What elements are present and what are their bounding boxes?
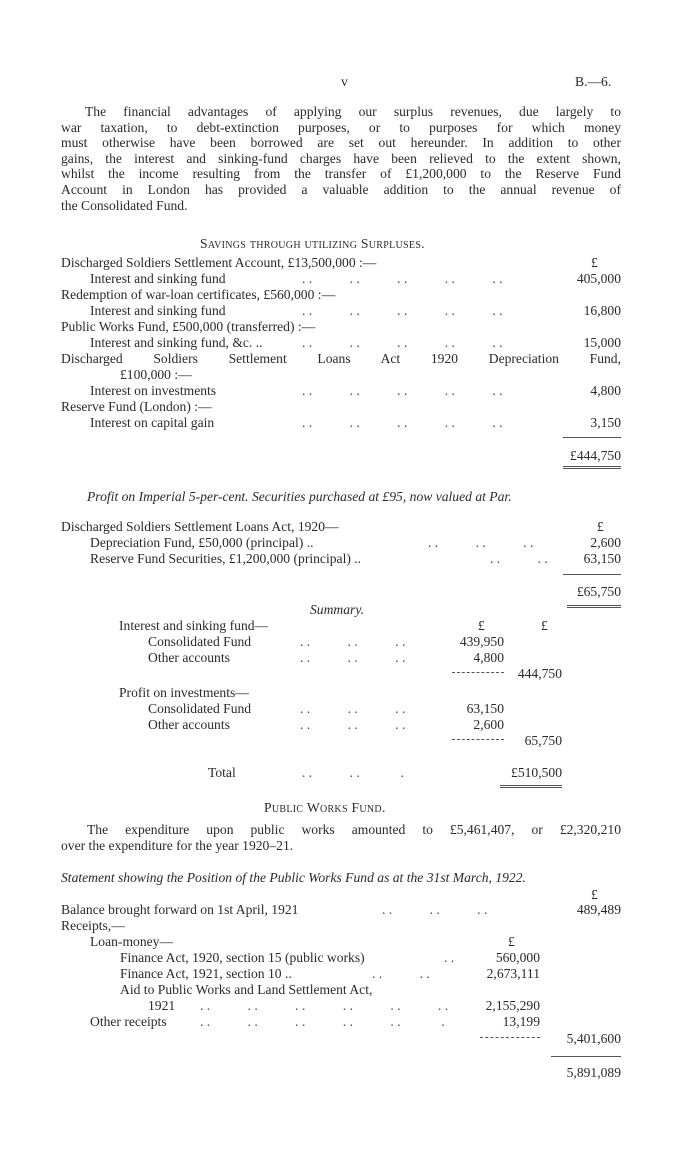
pwf-heading: Public Works Fund.	[264, 800, 386, 815]
total-rule	[563, 437, 621, 438]
intro-line: gains, the interest and sinking-fund charges have been relieved to the extent shown,	[61, 150, 621, 166]
savings-item-value: 16,800	[583, 303, 621, 318]
savings-item-sub: Interest on investments	[90, 383, 217, 398]
subtotal-rule	[452, 672, 504, 673]
summary-total-value: £510,500	[511, 765, 562, 780]
loan-item-label: Aid to Public Works and Land Settlement Act,	[120, 982, 373, 997]
leader-dots: . . . . . .	[428, 535, 534, 550]
intro-line: The financial advantages of applying our surplus revenues, due largely to	[85, 104, 621, 119]
loan-money-label: Loan-money—	[90, 934, 174, 949]
leader-dots: . . . . . . . . . .	[302, 271, 503, 286]
summary-group-total: 444,750	[517, 666, 562, 681]
summary-item-label: Consolidated Fund	[148, 701, 252, 716]
savings-item-value: 3,150	[590, 415, 621, 430]
profit-currency: £	[597, 519, 604, 534]
leader-dots: . .	[444, 950, 455, 965]
intro-line: whilst the income resulting from the transfer of £1,200,000 to the Reserve Fund	[61, 166, 621, 182]
balance-label: Balance brought forward on 1st April, 1921	[61, 902, 299, 917]
statement-currency: £	[591, 887, 598, 902]
savings-item-value: 405,000	[576, 271, 621, 286]
leader-dots: . . . . . .	[382, 902, 488, 917]
pwf-paragraph	[61, 822, 621, 853]
total-double-rule	[567, 607, 621, 608]
leader-dots: . . . . . . . . . . . .	[200, 998, 449, 1013]
leader-dots: . . . . . . . . . .	[302, 335, 503, 350]
savings-item-sub: Interest and sinking fund	[90, 303, 226, 318]
savings-item-sub: Interest and sinking fund, &c. ..	[90, 335, 263, 350]
other-receipts-value: 13,199	[502, 1014, 540, 1029]
balance-value: 489,489	[576, 902, 621, 917]
leader-dots: . . . . . . . . . . .	[200, 1014, 445, 1029]
loan-item-value: 560,000	[495, 950, 540, 965]
savings-item-label	[61, 351, 621, 367]
leader-dots: . . . . . .	[300, 634, 406, 649]
loan-item-value: 2,673,111	[486, 966, 540, 981]
total-double-rule	[563, 468, 621, 469]
subtotal-rule	[452, 739, 504, 740]
summary-item-label: Consolidated Fund	[148, 634, 252, 649]
profit-item-value: 2,600	[590, 535, 621, 550]
intro-line: war taxation, to debt-extinction purposes, or to purposes for which money	[61, 119, 621, 135]
total-double-rule	[563, 466, 621, 467]
summary-item-value: 4,800	[473, 650, 504, 665]
summary-group-total: 65,750	[524, 733, 562, 748]
profit-item-value: 63,150	[583, 551, 621, 566]
loan-item-label-cont: 1921	[148, 998, 176, 1013]
grand-total: 5,891,089	[566, 1065, 621, 1080]
leader-dots: . . . . . . . . . .	[302, 415, 503, 430]
receipts-total: 5,401,600	[566, 1031, 621, 1046]
summary-item-value: 63,150	[466, 701, 504, 716]
loan-item-label: Finance Act, 1921, section 10 ..	[120, 966, 292, 981]
intro-paragraph	[61, 104, 621, 213]
leader-dots: . . . . . . . . . .	[302, 303, 503, 318]
pwf-line: over the expenditure for the year 1920–21.	[61, 837, 294, 853]
summary-currency: £	[541, 618, 548, 633]
subtotal-rule	[480, 1037, 540, 1038]
receipts-label: Receipts,—	[61, 918, 125, 933]
profit-item-label: Depreciation Fund, £50,000 (principal) ..	[90, 535, 314, 550]
summary-heading: Summary.	[310, 602, 364, 617]
summary-item-value: 439,950	[459, 634, 504, 649]
leader-dots: . . . . . .	[300, 701, 406, 716]
total-double-rule	[567, 605, 621, 606]
savings-item-label: Reserve Fund (London) :—	[61, 399, 212, 414]
savings-item-label-line: Discharged Soldiers Settlement Loans Act 1920 Depreciation Fund,	[61, 351, 621, 366]
statement-heading: Statement showing the Position of the Public Works Fund as at the 31st March, 1922.	[61, 870, 526, 885]
loan-item-value: 2,155,290	[485, 998, 540, 1013]
summary-group-label: Profit on investments—	[119, 685, 249, 700]
pwf-line: The expenditure upon public works amounted to £5,461,407, or £2,320,210	[87, 822, 621, 837]
summary-item-value: 2,600	[473, 717, 504, 732]
savings-item-label: Redemption of war-loan certificates, £560,000 :—	[61, 287, 336, 302]
intro-line: Account in London has provided a valuable addition to the annual revenue of	[61, 181, 621, 197]
leader-dots: . . . .	[372, 966, 430, 981]
summary-item-label: Other accounts	[148, 650, 230, 665]
savings-heading: Savings through utilizing Surpluses.	[200, 236, 425, 251]
savings-item-sub: Interest on capital gain	[90, 415, 215, 430]
savings-item-value: 15,000	[583, 335, 621, 350]
profit-heading: Profit on Imperial 5-per-cent. Securities purchased at £95, now valued at Par.	[87, 489, 512, 504]
savings-item-sub: Interest and sinking fund	[90, 271, 226, 286]
total-double-rule	[500, 785, 562, 786]
savings-item-label-cont: £100,000 :—	[120, 367, 192, 382]
summary-currency: £	[478, 618, 485, 633]
intro-line: the Consolidated Fund.	[61, 197, 188, 213]
leader-dots: . . . .	[490, 551, 548, 566]
leader-dots: . . . . . . . . . .	[302, 383, 503, 398]
leader-dots: . . . . . .	[300, 717, 406, 732]
total-rule	[551, 1056, 621, 1057]
leader-dots: . . . . . .	[300, 650, 406, 665]
savings-item-value: 4,800	[590, 383, 621, 398]
savings-currency: £	[591, 255, 598, 270]
page-number: v	[341, 74, 348, 89]
intro-line: must otherwise have been borrowed are set out hereunder. In addition to other	[61, 135, 621, 151]
leader-dots: . . . . .	[302, 765, 404, 780]
savings-item-label: Public Works Fund, £500,000 (transferred) :—	[61, 319, 316, 334]
other-receipts-label: Other receipts	[90, 1014, 167, 1029]
profit-item-label: Reserve Fund Securities, £1,200,000 (principal) ..	[90, 551, 362, 566]
summary-item-label: Other accounts	[148, 717, 230, 732]
profit-label: Discharged Soldiers Settlement Loans Act, 1920—	[61, 519, 339, 534]
document-reference: B.—6.	[575, 74, 612, 89]
total-double-rule	[500, 787, 562, 788]
loan-currency: £	[508, 934, 515, 949]
savings-total: £444,750	[570, 448, 621, 463]
profit-total: £65,750	[576, 584, 621, 599]
savings-item-label: Discharged Soldiers Settlement Account, £13,500,000 :—	[61, 255, 377, 270]
total-rule	[563, 574, 621, 575]
summary-group-label: Interest and sinking fund—	[119, 618, 269, 633]
loan-item-label: Finance Act, 1920, section 15 (public works)	[120, 950, 365, 965]
summary-total-label: Total	[208, 765, 236, 780]
